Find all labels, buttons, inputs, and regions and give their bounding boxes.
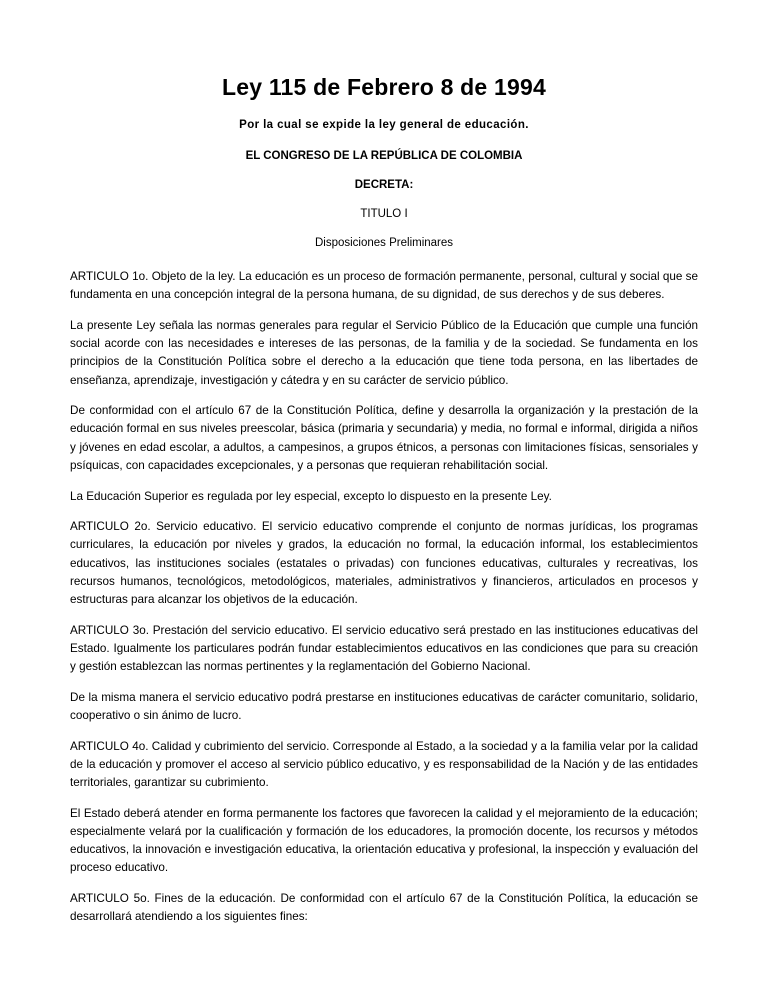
issuer-heading: EL CONGRESO DE LA REPÚBLICA DE COLOMBIA [245, 150, 523, 162]
paragraph-article-5: ARTICULO 5o. Fines de la educación. De conformidad con el artículo 67 de la Constitución Política, la educación se desarrollará atendiendo a los siguientes fines: [70, 892, 698, 924]
paragraph: El Estado deberá atender en forma permanente los factores que favorecen la calidad y el mejoramiento de la educación; especialmente velará por la cualificación y formación de los educadores, la promoción docente, los recursos y métodos educativos, la innovación e investigación educativa, la orientación educativa y profesional, la inspección y evaluación del proceso educativo. [70, 806, 698, 875]
document-body [70, 268, 698, 939]
paragraph-article-2: ARTICULO 2o. Servicio educativo. El servicio educativo comprende el conjunto de normas jurídicas, los programas curriculares, la educación por niveles y grados, la educación no formal, la educación informal, los establecimientos educativos, las instituciones sociales (estatales o privadas) con funciones educativas, culturales y recreativas, los recursos humanos, tecnológicos, metodológicos, materiales, administrativos y financieros, articulados en procesos y estructuras para alcanzar los objetivos de la educación. [70, 520, 698, 607]
decree-heading: DECRETA: [354, 179, 414, 191]
paragraph: La presente Ley señala las normas generales para regular el Servicio Público de la Educación que cumple una función social acorde con las necesidades e intereses de las personas, de la familia y de la sociedad. Se fundamenta en los principios de la Constitución Política sobre el derecho a la educación que tiene toda persona, en las libertades de enseñanza, aprendizaje, investigación y cátedra y en su carácter de servicio público. [70, 318, 698, 387]
section-name: Disposiciones Preliminares [314, 237, 454, 249]
law-title: Ley 115 de Febrero 8 de 1994 [222, 74, 546, 100]
law-subtitle: Por la cual se expide la ley general de educación. [239, 119, 529, 131]
paragraph: La Educación Superior es regulada por ley especial, excepto lo dispuesto en la presente Ley. [70, 489, 552, 503]
paragraph: De la misma manera el servicio educativo podrá prestarse en instituciones educativas de carácter comunitario, solidario, cooperativo o sin ánimo de lucro. [70, 690, 698, 723]
paragraph-article-1: ARTICULO 1o. Objeto de la ley. La educación es un proceso de formación permanente, personal, cultural y social que se fundamenta en una concepción integral de la persona humana, de su dignidad, de sus derechos y de sus deberes. [70, 270, 698, 302]
paragraph-article-3: ARTICULO 3o. Prestación del servicio educativo. El servicio educativo será prestado en las instituciones educativas del Estado. Igualmente los particulares podrán fundar establecimientos educativos en las condiciones que para su creación y gestión establezcan las normas pertinentes y la reglamentación del Gobierno Nacional. [70, 623, 698, 674]
paragraph: De conformidad con el artículo 67 de la Constitución Política, define y desarrolla la organización y la prestación de la educación formal en sus niveles preescolar, básica (primaria y secundaria) y media, no formal e informal, dirigida a niños y jóvenes en edad escolar, a adultos, a campesinos, a grupos étnicos, a personas con limitaciones físicas, sensoriales y psíquicas, con capacidades excepcionales, y a personas que requieran rehabilitación social. [70, 404, 698, 472]
section-title: TITULO I [360, 208, 408, 220]
paragraph-article-4: ARTICULO 4o. Calidad y cubrimiento del servicio. Corresponde al Estado, a la sociedad y a la familia velar por la calidad de la educación y promover el acceso al servicio público educativo, y es responsabilidad de la Nación y de las entidades territoriales, garantizar su cubrimiento. [70, 739, 698, 790]
